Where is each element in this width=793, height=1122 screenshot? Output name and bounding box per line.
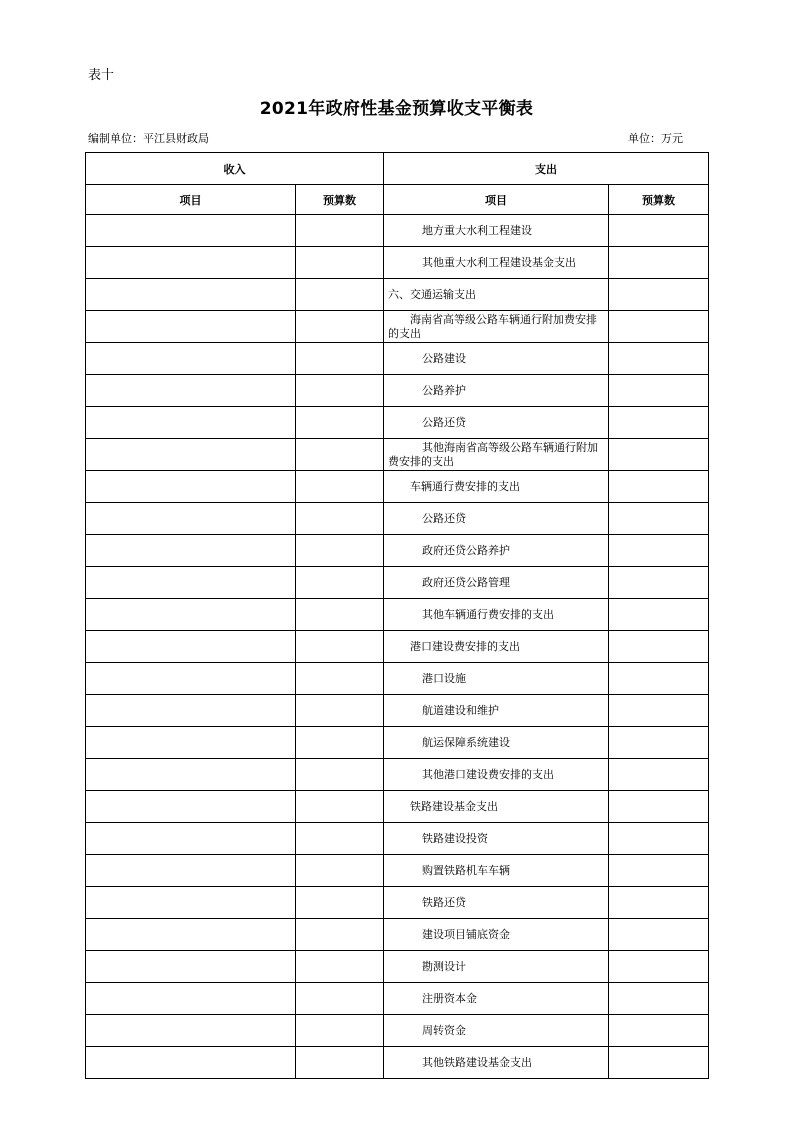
table-row xyxy=(86,695,709,727)
expense-item-cell: 其他海南省高等级公路车辆通行附加费安排的支出 xyxy=(384,439,609,471)
table-row xyxy=(86,919,709,951)
income-header: 收入 xyxy=(86,153,384,185)
expense-budget-cell xyxy=(609,631,709,663)
expense-budget-cell xyxy=(609,567,709,599)
expense-item-cell: 公路养护 xyxy=(384,375,609,407)
table-row xyxy=(86,1047,709,1079)
expense-item-cell: 其他车辆通行费安排的支出 xyxy=(384,599,609,631)
expense-budget-cell xyxy=(609,599,709,631)
expense-budget-cell xyxy=(609,1047,709,1079)
income-item-cell xyxy=(86,919,296,951)
expense-budget-cell xyxy=(609,247,709,279)
income-budget-header: 预算数 xyxy=(296,185,384,215)
income-budget-cell xyxy=(296,1047,384,1079)
income-budget-cell xyxy=(296,535,384,567)
table-row xyxy=(86,983,709,1015)
expense-item-cell: 车辆通行费安排的支出 xyxy=(384,471,609,503)
income-item-cell xyxy=(86,791,296,823)
table-row xyxy=(86,439,709,471)
expense-item-cell: 公路建设 xyxy=(384,343,609,375)
expense-budget-header: 预算数 xyxy=(609,185,709,215)
income-item-cell xyxy=(86,247,296,279)
income-item-cell xyxy=(86,887,296,919)
table-row xyxy=(86,375,709,407)
income-item-cell xyxy=(86,759,296,791)
income-item-cell xyxy=(86,535,296,567)
income-budget-cell xyxy=(296,919,384,951)
table-row xyxy=(86,1015,709,1047)
expense-item-cell: 建设项目铺底资金 xyxy=(384,919,609,951)
expense-budget-cell xyxy=(609,471,709,503)
table-row xyxy=(86,471,709,503)
table-row xyxy=(86,887,709,919)
expense-item-cell: 航运保障系统建设 xyxy=(384,727,609,759)
table-row xyxy=(86,663,709,695)
header-row-sections xyxy=(86,153,709,185)
expense-item-cell: 注册资本金 xyxy=(384,983,609,1015)
expense-item-cell: 公路还贷 xyxy=(384,407,609,439)
expense-item-cell: 其他港口建设费安排的支出 xyxy=(384,759,609,791)
income-item-cell xyxy=(86,471,296,503)
table-row xyxy=(86,215,709,247)
table-row xyxy=(86,759,709,791)
expense-budget-cell xyxy=(609,535,709,567)
expense-budget-cell xyxy=(609,759,709,791)
table-row xyxy=(86,727,709,759)
table-row xyxy=(86,407,709,439)
expense-budget-cell xyxy=(609,855,709,887)
table-row xyxy=(86,599,709,631)
expense-budget-cell xyxy=(609,919,709,951)
expense-item-cell: 其他铁路建设基金支出 xyxy=(384,1047,609,1079)
income-budget-cell xyxy=(296,407,384,439)
income-budget-cell xyxy=(296,631,384,663)
expense-budget-cell xyxy=(609,983,709,1015)
income-budget-cell xyxy=(296,983,384,1015)
expense-item-cell: 航道建设和维护 xyxy=(384,695,609,727)
income-budget-cell xyxy=(296,247,384,279)
expense-item-cell: 港口设施 xyxy=(384,663,609,695)
budget-balance-table xyxy=(85,152,709,1079)
income-budget-cell xyxy=(296,727,384,759)
expense-budget-cell xyxy=(609,1015,709,1047)
expense-item-cell: 地方重大水利工程建设 xyxy=(384,215,609,247)
table-row xyxy=(86,951,709,983)
income-budget-cell xyxy=(296,215,384,247)
table-row xyxy=(86,823,709,855)
income-item-cell xyxy=(86,343,296,375)
income-budget-cell xyxy=(296,311,384,343)
income-item-cell xyxy=(86,983,296,1015)
expense-budget-cell xyxy=(609,279,709,311)
income-budget-cell xyxy=(296,951,384,983)
income-budget-cell xyxy=(296,759,384,791)
expense-budget-cell xyxy=(609,663,709,695)
income-item-cell xyxy=(86,375,296,407)
income-item-cell xyxy=(86,663,296,695)
expense-item-cell: 购置铁路机车车辆 xyxy=(384,855,609,887)
income-item-cell xyxy=(86,951,296,983)
expense-budget-cell xyxy=(609,695,709,727)
expense-item-cell: 铁路建设投资 xyxy=(384,823,609,855)
income-item-header: 项目 xyxy=(86,185,296,215)
table-row xyxy=(86,311,709,343)
expense-item-cell: 政府还贷公路管理 xyxy=(384,567,609,599)
table-row xyxy=(86,791,709,823)
income-budget-cell xyxy=(296,791,384,823)
expense-budget-cell xyxy=(609,823,709,855)
income-item-cell xyxy=(86,407,296,439)
table-row xyxy=(86,503,709,535)
expense-item-header: 项目 xyxy=(384,185,609,215)
expense-budget-cell xyxy=(609,407,709,439)
income-item-cell xyxy=(86,1015,296,1047)
table-row xyxy=(86,535,709,567)
income-budget-cell xyxy=(296,503,384,535)
table-row xyxy=(86,343,709,375)
expense-budget-cell xyxy=(609,375,709,407)
expense-item-cell: 铁路建设基金支出 xyxy=(384,791,609,823)
income-item-cell xyxy=(86,695,296,727)
income-item-cell xyxy=(86,215,296,247)
compiling-unit: 编制单位：平江县财政局 xyxy=(88,132,209,145)
income-item-cell xyxy=(86,823,296,855)
table-row xyxy=(86,855,709,887)
table-row xyxy=(86,631,709,663)
table-row xyxy=(86,247,709,279)
expense-budget-cell xyxy=(609,887,709,919)
income-budget-cell xyxy=(296,887,384,919)
expense-item-cell: 周转资金 xyxy=(384,1015,609,1047)
expense-header: 支出 xyxy=(384,153,709,185)
expense-budget-cell xyxy=(609,503,709,535)
income-item-cell xyxy=(86,599,296,631)
table-number: 表十 xyxy=(88,68,115,83)
income-item-cell xyxy=(86,279,296,311)
income-item-cell xyxy=(86,1047,296,1079)
expense-budget-cell xyxy=(609,727,709,759)
expense-item-cell: 六、交通运输支出 xyxy=(384,279,609,311)
income-item-cell xyxy=(86,567,296,599)
expense-budget-cell xyxy=(609,951,709,983)
table-row xyxy=(86,567,709,599)
income-budget-cell xyxy=(296,599,384,631)
income-budget-cell xyxy=(296,375,384,407)
expense-item-cell: 港口建设费安排的支出 xyxy=(384,631,609,663)
income-budget-cell xyxy=(296,663,384,695)
income-item-cell xyxy=(86,311,296,343)
table-row xyxy=(86,279,709,311)
income-item-cell xyxy=(86,503,296,535)
income-item-cell xyxy=(86,631,296,663)
income-budget-cell xyxy=(296,823,384,855)
expense-item-cell: 铁路还贷 xyxy=(384,887,609,919)
income-budget-cell xyxy=(296,695,384,727)
expense-item-cell: 勘测设计 xyxy=(384,951,609,983)
income-budget-cell xyxy=(296,343,384,375)
expense-item-cell: 公路还贷 xyxy=(384,503,609,535)
income-item-cell xyxy=(86,855,296,887)
expense-item-cell: 政府还贷公路养护 xyxy=(384,535,609,567)
income-item-cell xyxy=(86,727,296,759)
income-budget-cell xyxy=(296,1015,384,1047)
expense-budget-cell xyxy=(609,439,709,471)
expense-budget-cell xyxy=(609,791,709,823)
income-budget-cell xyxy=(296,567,384,599)
income-budget-cell xyxy=(296,471,384,503)
income-item-cell xyxy=(86,439,296,471)
expense-item-cell: 其他重大水利工程建设基金支出 xyxy=(384,247,609,279)
income-budget-cell xyxy=(296,855,384,887)
expense-budget-cell xyxy=(609,343,709,375)
page-title: 2021年政府性基金预算收支平衡表 xyxy=(259,99,534,119)
expense-budget-cell xyxy=(609,311,709,343)
income-budget-cell xyxy=(296,439,384,471)
expense-item-cell: 海南省高等级公路车辆通行附加费安排的支出 xyxy=(384,311,609,343)
expense-budget-cell xyxy=(609,215,709,247)
header-row-columns xyxy=(86,185,709,215)
currency-unit: 单位：万元 xyxy=(628,132,683,145)
income-budget-cell xyxy=(296,279,384,311)
